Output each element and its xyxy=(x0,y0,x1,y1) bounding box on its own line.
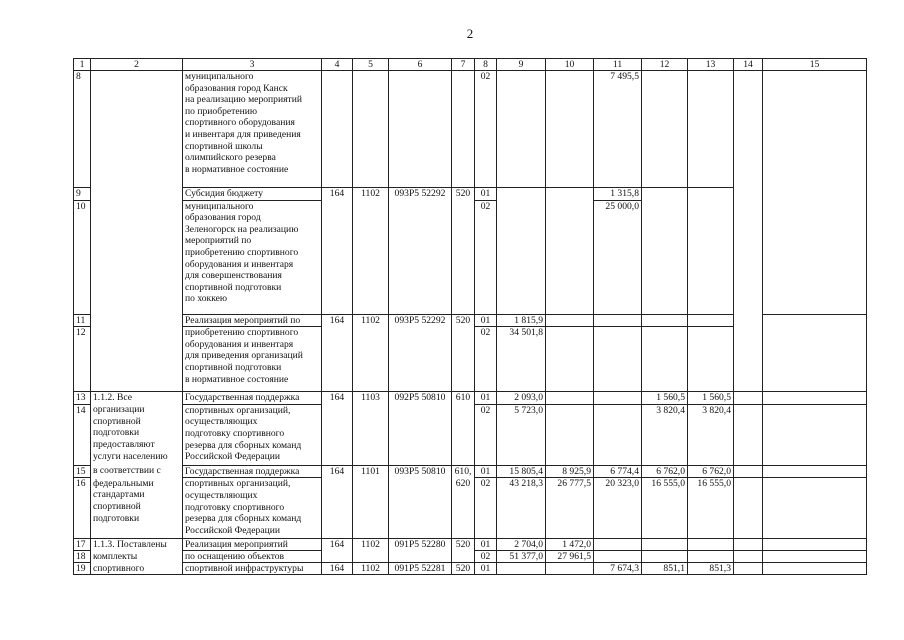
value-cell: 27 961,5 xyxy=(546,551,594,563)
value-cell: 5 723,0 xyxy=(497,404,546,465)
code-cell: 610, xyxy=(452,465,475,478)
table-row xyxy=(74,539,867,551)
code-cell: 520 xyxy=(452,188,475,315)
header-cell: 6 xyxy=(389,59,452,71)
code-cell: 620 xyxy=(452,478,475,539)
code-cell: 02 xyxy=(475,478,497,539)
code-cell: 093Р5 52292 xyxy=(389,188,452,315)
code-cell: 164 xyxy=(322,563,353,575)
code-cell: 164 xyxy=(322,188,353,315)
code-cell: 1102 xyxy=(353,563,389,575)
header-cell: 1 xyxy=(74,59,91,71)
row-number: 14 xyxy=(74,404,91,465)
description-cell: Государственная поддержка xyxy=(183,392,322,405)
code-cell: 02 xyxy=(475,404,497,465)
row-number: 16 xyxy=(74,478,91,539)
description-cell: по оснащению объектов xyxy=(183,551,322,563)
value-cell: 851,1 xyxy=(642,563,688,575)
value-cell: 20 323,0 xyxy=(594,478,642,539)
code-cell: 01 xyxy=(475,188,497,201)
activity-cell: в соответствии с xyxy=(91,465,183,478)
code-cell: 02 xyxy=(475,200,497,314)
code-cell: 520 xyxy=(452,539,475,563)
code-cell: 1102 xyxy=(353,314,389,392)
value-cell: 7 674,3 xyxy=(594,563,642,575)
header-cell: 4 xyxy=(322,59,353,71)
description-cell: Государственная поддержка xyxy=(183,465,322,478)
row-number: 13 xyxy=(74,392,91,405)
row-number: 17 xyxy=(74,539,91,551)
activity-cell: 1.1.3. Поставлены xyxy=(91,539,183,551)
value-cell: 1 315,8 xyxy=(594,188,642,201)
value-cell: 6 762,0 xyxy=(642,465,688,478)
code-cell: 092Р5 50810 xyxy=(389,392,452,466)
description-cell: спортивной инфраструктуры xyxy=(183,563,322,575)
value-cell: 34 501,8 xyxy=(497,327,546,392)
description-cell: муниципального образования город Зеленогорск на реализацию мероприятий по приобретению спортивного оборудования и инвентаря для совершенствования спортивной подготовки по хоккею xyxy=(183,200,322,314)
value-cell: 1 560,5 xyxy=(688,392,734,405)
code-cell: 164 xyxy=(322,392,353,466)
code-cell: 1103 xyxy=(353,392,389,466)
value-cell: 1 560,5 xyxy=(642,392,688,405)
activity-cell: федеральными стандартами спортивной подготовки xyxy=(91,478,183,539)
value-cell: 3 820,4 xyxy=(642,404,688,465)
value-cell: 26 777,5 xyxy=(546,478,594,539)
code-cell: 01 xyxy=(475,465,497,478)
value-cell: 2 093,0 xyxy=(497,392,546,405)
activity-cell xyxy=(91,71,183,392)
code-cell: 1102 xyxy=(353,188,389,315)
value-cell: 6 774,4 xyxy=(594,465,642,478)
code-cell: 01 xyxy=(475,392,497,405)
header-cell: 7 xyxy=(452,59,475,71)
header-cell: 15 xyxy=(763,59,867,71)
header-cell: 5 xyxy=(353,59,389,71)
table-row xyxy=(74,71,867,188)
row-number: 8 xyxy=(74,71,91,188)
value-cell: 43 218,3 xyxy=(497,478,546,539)
header-cell: 9 xyxy=(497,59,546,71)
header-cell: 3 xyxy=(183,59,322,71)
description-cell: Реализация мероприятий xyxy=(183,539,322,551)
table-row xyxy=(74,563,867,575)
code-cell: 093Р5 50810 xyxy=(389,465,452,539)
code-cell: 01 xyxy=(475,539,497,551)
row-number: 19 xyxy=(74,563,91,575)
value-cell: 25 000,0 xyxy=(594,200,642,314)
value-cell: 16 555,0 xyxy=(688,478,734,539)
header-cell: 13 xyxy=(688,59,734,71)
code-cell: 01 xyxy=(475,563,497,575)
code-cell: 164 xyxy=(322,539,353,563)
activity-cell: комплекты xyxy=(91,551,183,563)
code-cell: 610 xyxy=(452,392,475,466)
code-cell: 02 xyxy=(475,551,497,563)
value-cell: 16 555,0 xyxy=(642,478,688,539)
row-number: 11 xyxy=(74,314,91,327)
description-cell: Реализация мероприятий по xyxy=(183,314,322,327)
code-cell: 1101 xyxy=(353,465,389,539)
activity-cell: спортивного xyxy=(91,563,183,575)
activity-cell: 1.1.2. Все xyxy=(91,392,183,405)
row-number: 10 xyxy=(74,200,91,314)
value-cell: 8 925,9 xyxy=(546,465,594,478)
description-cell: муниципального образования город Канск на реализацию мероприятий по приобретению спортивного оборудования и инвентаря для приведения спортивной школы олимпийского резерва в нормативное состояние xyxy=(183,71,322,188)
code-cell: 091Р5 52281 xyxy=(389,563,452,575)
table-row xyxy=(74,478,867,539)
header-cell: 10 xyxy=(546,59,594,71)
header-cell: 8 xyxy=(475,59,497,71)
row-number: 18 xyxy=(74,551,91,563)
code-cell: 164 xyxy=(322,314,353,392)
code-cell: 093Р5 52292 xyxy=(389,314,452,392)
value-cell: 6 762,0 xyxy=(688,465,734,478)
description-cell: спортивных организаций, осуществляющих подготовку спортивного резерва для сборных команд Российской Федерации xyxy=(183,404,322,465)
table-row xyxy=(74,392,867,405)
header-cell: 12 xyxy=(642,59,688,71)
value-cell: 1 472,0 xyxy=(546,539,594,551)
code-cell: 164 xyxy=(322,465,353,539)
code-cell: 091Р5 52280 xyxy=(389,539,452,563)
code-cell: 02 xyxy=(475,327,497,392)
value-cell: 851,3 xyxy=(688,563,734,575)
activity-cell: организации спортивной подготовки предоставляют услуги населению xyxy=(91,404,183,465)
value-cell: 1 815,9 xyxy=(497,314,546,327)
value-cell: 51 377,0 xyxy=(497,551,546,563)
header-row xyxy=(74,59,867,71)
page-number: 2 xyxy=(466,26,474,41)
code-cell: 520 xyxy=(452,563,475,575)
code-cell: 01 xyxy=(475,314,497,327)
value-cell: 15 805,4 xyxy=(497,465,546,478)
code-cell: 520 xyxy=(452,314,475,392)
code-cell: 1102 xyxy=(353,539,389,563)
description-cell: спортивных организаций, осуществляющих подготовку спортивного резерва для сборных команд Российской Федерации xyxy=(183,478,322,539)
budget-table xyxy=(73,58,867,575)
header-cell: 2 xyxy=(91,59,183,71)
row-number: 12 xyxy=(74,327,91,392)
code-cell: 02 xyxy=(475,71,497,188)
description-cell: Субсидия бюджету xyxy=(183,188,322,201)
table-row xyxy=(74,465,867,478)
row-number: 9 xyxy=(74,188,91,201)
value-cell: 7 495,5 xyxy=(594,71,642,188)
header-cell: 14 xyxy=(734,59,763,71)
value-cell: 2 704,0 xyxy=(497,539,546,551)
header-cell: 11 xyxy=(594,59,642,71)
description-cell: приобретению спортивного оборудования и инвентаря для приведения организаций спортивной подготовки в нормативное состояние xyxy=(183,327,322,392)
row-number: 15 xyxy=(74,465,91,478)
value-cell: 3 820,4 xyxy=(688,404,734,465)
